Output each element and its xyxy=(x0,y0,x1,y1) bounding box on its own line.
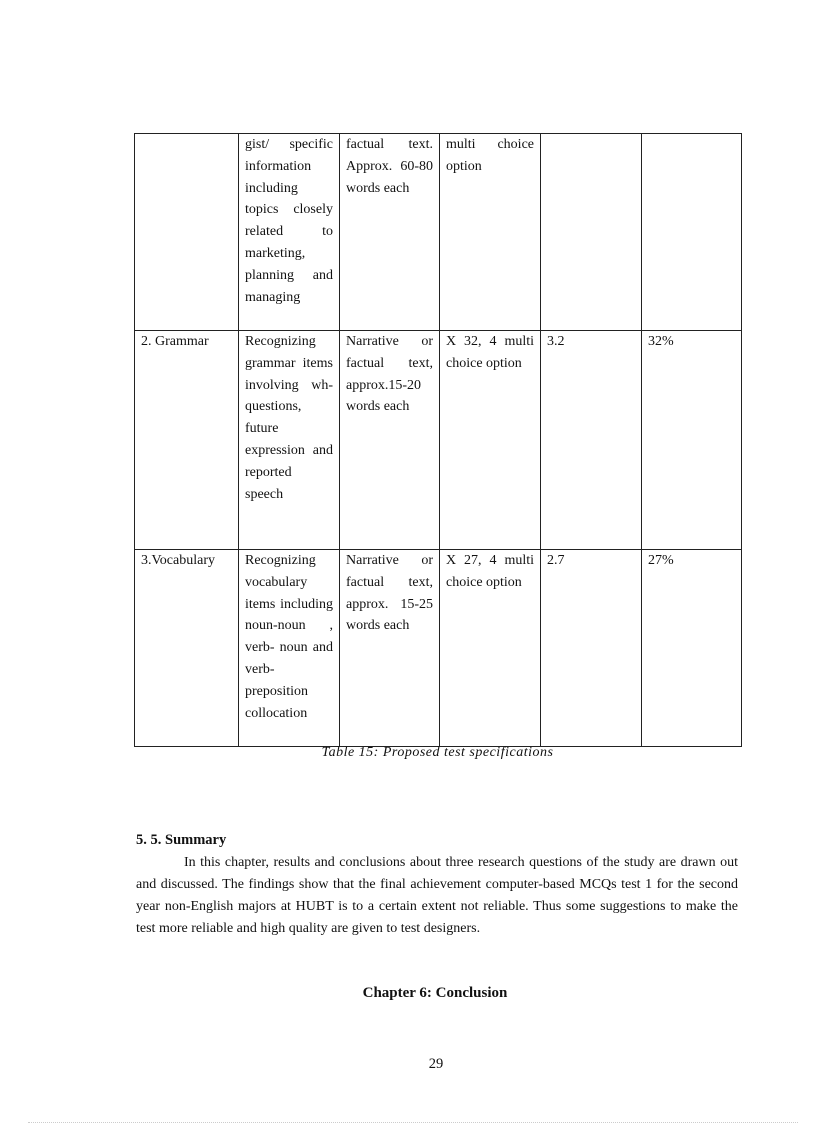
summary-paragraph: In this chapter, results and conclusions about three research questions of the study are drawn out and discussed. The findings show that the final achievement computer-based MCQs test 1 for the second year non-English majors at HUBT is to a certain extent not reliable. Thus some suggestions to make the test more reliable and high quality are given to test designers. xyxy=(136,855,738,936)
skills-cell: Recognizing grammar items involving wh-questions, future expression and reported speech xyxy=(239,331,340,550)
weight-cell xyxy=(541,134,642,331)
input-cell: Narrative or factual text, approx.15-20 words each xyxy=(340,331,440,550)
format-cell: multi choice option xyxy=(440,134,541,331)
input-cell: Narrative or factual text, approx. 15-25 words each xyxy=(340,550,440,747)
section-cell: 3.Vocabulary xyxy=(135,550,239,747)
table-row xyxy=(135,134,742,331)
format-cell: X 32, 4 multi choice option xyxy=(440,331,541,550)
section-heading: 5. 5. Summary xyxy=(136,832,227,848)
percent-cell xyxy=(642,134,742,331)
table-row xyxy=(135,331,742,550)
skills-cell: gist/ specific information including topics closely related to marketing, planning and managing xyxy=(239,134,340,331)
section-cell xyxy=(135,134,239,331)
format-cell: X 27, 4 multi choice option xyxy=(440,550,541,747)
skills-cell: Recognizing vocabulary items including noun-noun , verb- noun and verb-preposition collocation xyxy=(239,550,340,747)
table-row xyxy=(135,550,742,747)
section-cell: 2. Grammar xyxy=(135,331,239,550)
weight-cell: 2.7 xyxy=(541,550,642,747)
table-caption: Table 15: Proposed test specifications xyxy=(321,745,554,760)
input-cell: factual text. Approx. 60-80 words each xyxy=(340,134,440,331)
chapter-heading: Chapter 6: Conclusion xyxy=(362,985,508,1001)
page-number: 29 xyxy=(428,1056,444,1072)
weight-cell: 3.2 xyxy=(541,331,642,550)
percent-cell: 32% xyxy=(642,331,742,550)
test-specifications-table xyxy=(134,133,742,747)
percent-cell: 27% xyxy=(642,550,742,747)
